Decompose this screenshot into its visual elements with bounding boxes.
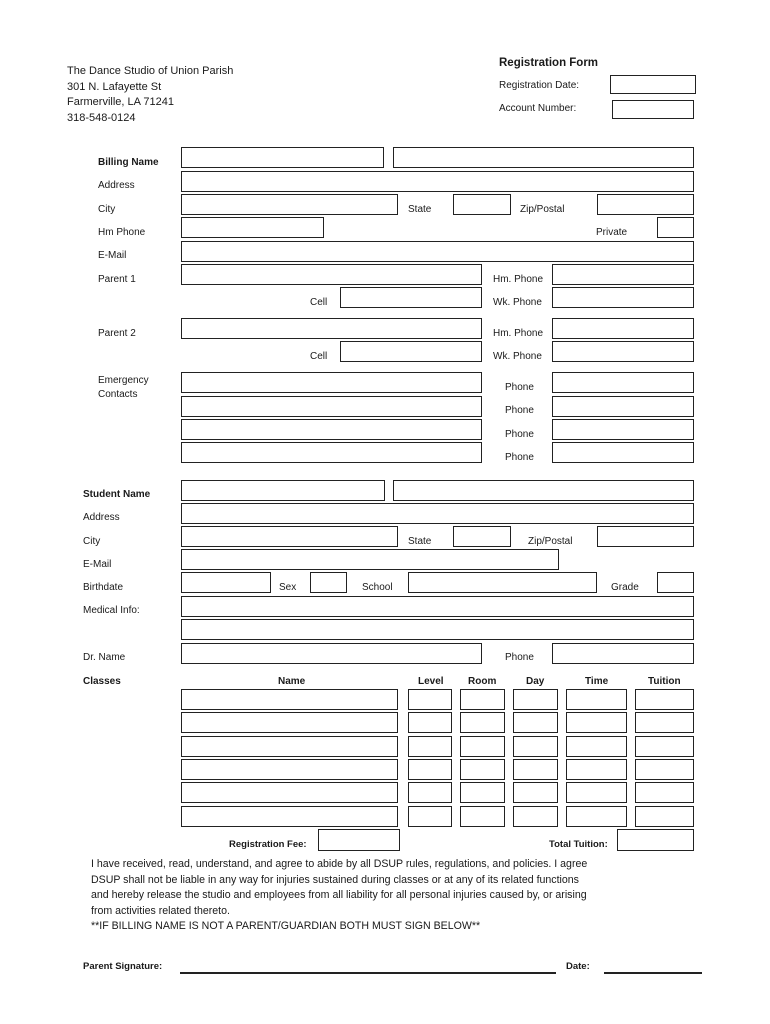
billing-state-field[interactable] <box>453 194 511 215</box>
class-room-field[interactable] <box>460 806 505 827</box>
billing-last-name-field[interactable] <box>393 147 694 168</box>
classes-col-time: Time <box>585 676 609 687</box>
student-city-label: City <box>83 536 101 547</box>
dr-name-label: Dr. Name <box>83 652 126 663</box>
billing-first-name-field[interactable] <box>181 147 384 168</box>
agreement-line-3: and hereby release the studio and employees from all liability for all personal injuries caused by, or arising <box>91 889 587 902</box>
billing-name-label: Billing Name <box>98 157 159 168</box>
emergency-contact-2-field[interactable] <box>181 396 482 417</box>
billing-zip-label: Zip/Postal <box>520 204 565 215</box>
billing-private-label: Private <box>596 227 628 238</box>
parent1-cell-label: Cell <box>310 297 328 308</box>
dr-phone-label: Phone <box>505 652 534 663</box>
emergency-phone-2-field[interactable] <box>552 396 694 417</box>
class-time-field[interactable] <box>566 689 627 710</box>
agreement-line-5: **IF BILLING NAME IS NOT A PARENT/GUARDIAN BOTH MUST SIGN BELOW** <box>91 920 481 933</box>
agreement-line-1: I have received, read, understand, and agree to abide by all DSUP rules, regulations, and policies. I agree <box>91 858 588 870</box>
class-level-field[interactable] <box>408 689 452 710</box>
class-day-field[interactable] <box>513 689 558 710</box>
dr-phone-field[interactable] <box>552 643 694 664</box>
classes-col-room: Room <box>468 676 497 687</box>
billing-hm-phone-field[interactable] <box>181 217 324 238</box>
class-room-field[interactable] <box>460 759 505 780</box>
classes-col-name: Name <box>278 676 306 687</box>
class-tuition-field[interactable] <box>635 782 694 803</box>
grade-label: Grade <box>611 582 639 593</box>
sex-field[interactable] <box>310 572 347 593</box>
parent1-wk-phone-field[interactable] <box>552 287 694 308</box>
student-state-label: State <box>408 536 432 547</box>
parent2-hm-phone-label: Hm. Phone <box>493 328 544 339</box>
billing-email-field[interactable] <box>181 241 694 262</box>
class-level-field[interactable] <box>408 759 452 780</box>
emergency-phone-label-1: Phone <box>505 382 534 393</box>
class-time-field[interactable] <box>566 782 627 803</box>
class-room-field[interactable] <box>460 736 505 757</box>
class-tuition-field[interactable] <box>635 689 694 710</box>
agreement-text <box>91 857 651 935</box>
studio-phone: 318-548-0124 <box>67 112 136 124</box>
school-label: School <box>362 582 393 593</box>
billing-state-label: State <box>408 204 432 215</box>
class-level-field[interactable] <box>408 806 452 827</box>
class-name-field[interactable] <box>181 759 398 780</box>
account-number-label: Account Number: <box>499 103 577 114</box>
student-last-name-field[interactable] <box>393 480 694 501</box>
classes-col-level: Level <box>418 676 444 687</box>
class-time-field[interactable] <box>566 806 627 827</box>
parent2-hm-phone-field[interactable] <box>552 318 694 339</box>
emergency-phone-3-field[interactable] <box>552 419 694 440</box>
billing-address-label: Address <box>98 180 135 191</box>
medical-info-field-2[interactable] <box>181 619 694 640</box>
agreement-line-4: from activities related thereto. <box>91 904 230 917</box>
emergency-phone-label-4: Phone <box>505 452 534 463</box>
class-time-field[interactable] <box>566 712 627 733</box>
emergency-contact-3-field[interactable] <box>181 419 482 440</box>
emergency-label-line1: Emergency <box>98 375 149 386</box>
form-title: Registration Form <box>499 57 599 69</box>
date-line[interactable] <box>604 972 702 974</box>
class-time-field[interactable] <box>566 736 627 757</box>
class-tuition-field[interactable] <box>635 712 694 733</box>
class-day-field[interactable] <box>513 712 558 733</box>
class-room-field[interactable] <box>460 712 505 733</box>
student-address-field[interactable] <box>181 503 694 524</box>
parent1-cell-field[interactable] <box>340 287 482 308</box>
studio-street: 301 N. Lafayette St <box>67 81 162 93</box>
parent2-cell-label: Cell <box>310 351 328 362</box>
registration-date-label: Registration Date: <box>499 80 580 91</box>
emergency-phone-1-field[interactable] <box>552 372 694 393</box>
agreement-line-2: DSUP shall not be liable in any way for injuries sustained during classes or at any of its related functions <box>91 873 579 886</box>
grade-field[interactable] <box>657 572 694 593</box>
class-day-field[interactable] <box>513 759 558 780</box>
student-city-field[interactable] <box>181 526 398 547</box>
class-name-field[interactable] <box>181 736 398 757</box>
class-level-field[interactable] <box>408 736 452 757</box>
parent2-wk-phone-label: Wk. Phone <box>493 351 542 362</box>
billing-city-label: City <box>98 204 116 215</box>
parent1-hm-phone-label: Hm. Phone <box>493 274 544 285</box>
parent2-cell-field[interactable] <box>340 341 482 362</box>
parent2-wk-phone-field[interactable] <box>552 341 694 362</box>
billing-email-label: E-Mail <box>98 250 127 261</box>
class-level-field[interactable] <box>408 782 452 803</box>
emergency-contact-4-field[interactable] <box>181 442 482 463</box>
student-email-label: E-Mail <box>83 559 112 570</box>
class-name-field[interactable] <box>181 806 398 827</box>
birthdate-field[interactable] <box>181 572 271 593</box>
class-room-field[interactable] <box>460 689 505 710</box>
emergency-phone-label-2: Phone <box>505 405 534 416</box>
billing-city-field[interactable] <box>181 194 398 215</box>
birthdate-label: Birthdate <box>83 582 124 593</box>
account-number-field[interactable] <box>612 100 694 119</box>
total-tuition-label: Total Tuition: <box>549 839 608 850</box>
date-label: Date: <box>566 961 590 972</box>
student-email-field[interactable] <box>181 549 559 570</box>
registration-fee-label: Registration Fee: <box>229 839 307 850</box>
class-tuition-field[interactable] <box>635 806 694 827</box>
parent-signature-line[interactable] <box>180 972 556 974</box>
emergency-phone-label-3: Phone <box>505 429 534 440</box>
classes-label: Classes <box>83 676 121 687</box>
billing-hm-phone-label: Hm Phone <box>98 227 146 238</box>
student-address-label: Address <box>83 512 120 523</box>
billing-private-field[interactable] <box>657 217 694 238</box>
emergency-contact-1-field[interactable] <box>181 372 482 393</box>
registration-fee-field[interactable] <box>318 829 400 851</box>
parent1-wk-phone-label: Wk. Phone <box>493 297 542 308</box>
dr-name-field[interactable] <box>181 643 482 664</box>
class-day-field[interactable] <box>513 736 558 757</box>
student-name-label: Student Name <box>83 489 151 500</box>
class-tuition-field[interactable] <box>635 736 694 757</box>
class-time-field[interactable] <box>566 759 627 780</box>
emergency-phone-4-field[interactable] <box>552 442 694 463</box>
parent-signature-label: Parent Signature: <box>83 961 163 972</box>
class-tuition-field[interactable] <box>635 759 694 780</box>
class-name-field[interactable] <box>181 782 398 803</box>
student-state-field[interactable] <box>453 526 511 547</box>
parent2-label: Parent 2 <box>98 328 136 339</box>
class-name-field[interactable] <box>181 689 398 710</box>
class-day-field[interactable] <box>513 806 558 827</box>
medical-info-label: Medical Info: <box>83 605 140 616</box>
billing-zip-field[interactable] <box>597 194 694 215</box>
studio-name: The Dance Studio of Union Parish <box>67 65 234 77</box>
billing-address-field[interactable] <box>181 171 694 192</box>
class-room-field[interactable] <box>460 782 505 803</box>
class-name-field[interactable] <box>181 712 398 733</box>
studio-city-line: Farmerville, LA 71241 <box>67 96 174 108</box>
student-zip-label: Zip/Postal <box>528 536 573 547</box>
parent1-hm-phone-field[interactable] <box>552 264 694 285</box>
class-level-field[interactable] <box>408 712 452 733</box>
parent1-label: Parent 1 <box>98 274 136 285</box>
class-day-field[interactable] <box>513 782 558 803</box>
classes-col-tuition: Tuition <box>648 676 681 687</box>
emergency-label-line2: Contacts <box>98 389 138 400</box>
student-zip-field[interactable] <box>597 526 694 547</box>
classes-col-day: Day <box>526 676 545 687</box>
student-first-name-field[interactable] <box>181 480 385 501</box>
registration-date-field[interactable] <box>610 75 696 94</box>
school-field[interactable] <box>408 572 597 593</box>
medical-info-field-1[interactable] <box>181 596 694 617</box>
sex-label: Sex <box>279 582 297 593</box>
parent2-name-field[interactable] <box>181 318 482 339</box>
parent1-name-field[interactable] <box>181 264 482 285</box>
total-tuition-field[interactable] <box>617 829 694 851</box>
